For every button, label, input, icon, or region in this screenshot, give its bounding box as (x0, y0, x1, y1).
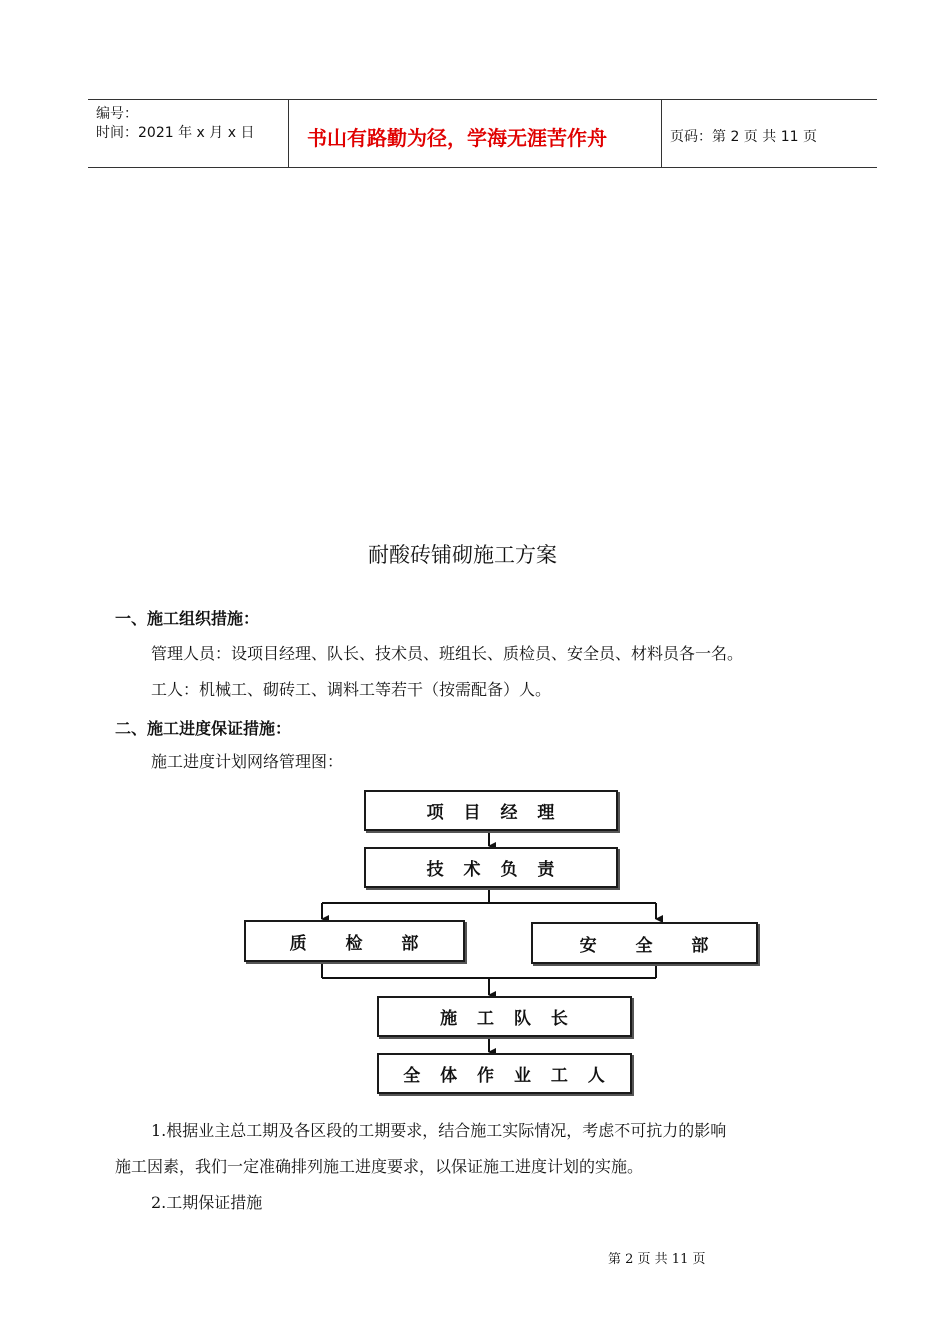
header-time-label: 时间：2021 年 x 月 x 日 (96, 125, 255, 141)
section-heading-schedule: 二、施工进度保证措施： (115, 719, 292, 738)
paragraph-flowchart-intro: 施工进度计划网络管理图： (151, 752, 344, 771)
flowchart-box-project-manager: 项 目 经 理 (364, 790, 618, 831)
paragraph-schedule-2: 2.工期保证措施 (151, 1193, 263, 1212)
header-page-info: 页码：第 2 页 共 11 页 (670, 129, 817, 145)
header-number-label: 编号： (96, 106, 138, 122)
paragraph-schedule-1-line2: 施工因素，我们一定准确排列施工进度要求，以保证施工进度计划的实施。 (115, 1157, 644, 1176)
flowchart-box-team-leader: 施 工 队 长 (377, 996, 632, 1037)
flowchart-box-quality-dept: 质 检 部 (244, 920, 465, 962)
paragraph-workers: 工人：机械工、砌砖工、调料工等若干（按需配备）人。 (151, 680, 552, 699)
footer-page-number: 第 2 页 共 11 页 (608, 1252, 706, 1267)
flowchart-box-technical-lead: 技 术 负 责 (364, 847, 618, 888)
paragraph-management-staff: 管理人员：设项目经理、队长、技术员、班组长、质检员、安全员、材料员各一名。 (151, 644, 744, 663)
header-motto: 书山有路勤为径，学海无涯苦作舟 (307, 126, 607, 150)
document-title: 耐酸砖铺砌施工方案 (368, 543, 557, 567)
section-heading-organization: 一、施工组织措施： (115, 609, 260, 628)
paragraph-schedule-1-line1: 1.根据业主总工期及各区段的工期要求，结合施工实际情况，考虑不可抗力的影响 (151, 1121, 727, 1140)
flowchart-box-all-workers: 全 体 作 业 工 人 (377, 1053, 632, 1094)
flowchart-box-safety-dept: 安 全 部 (531, 922, 758, 964)
